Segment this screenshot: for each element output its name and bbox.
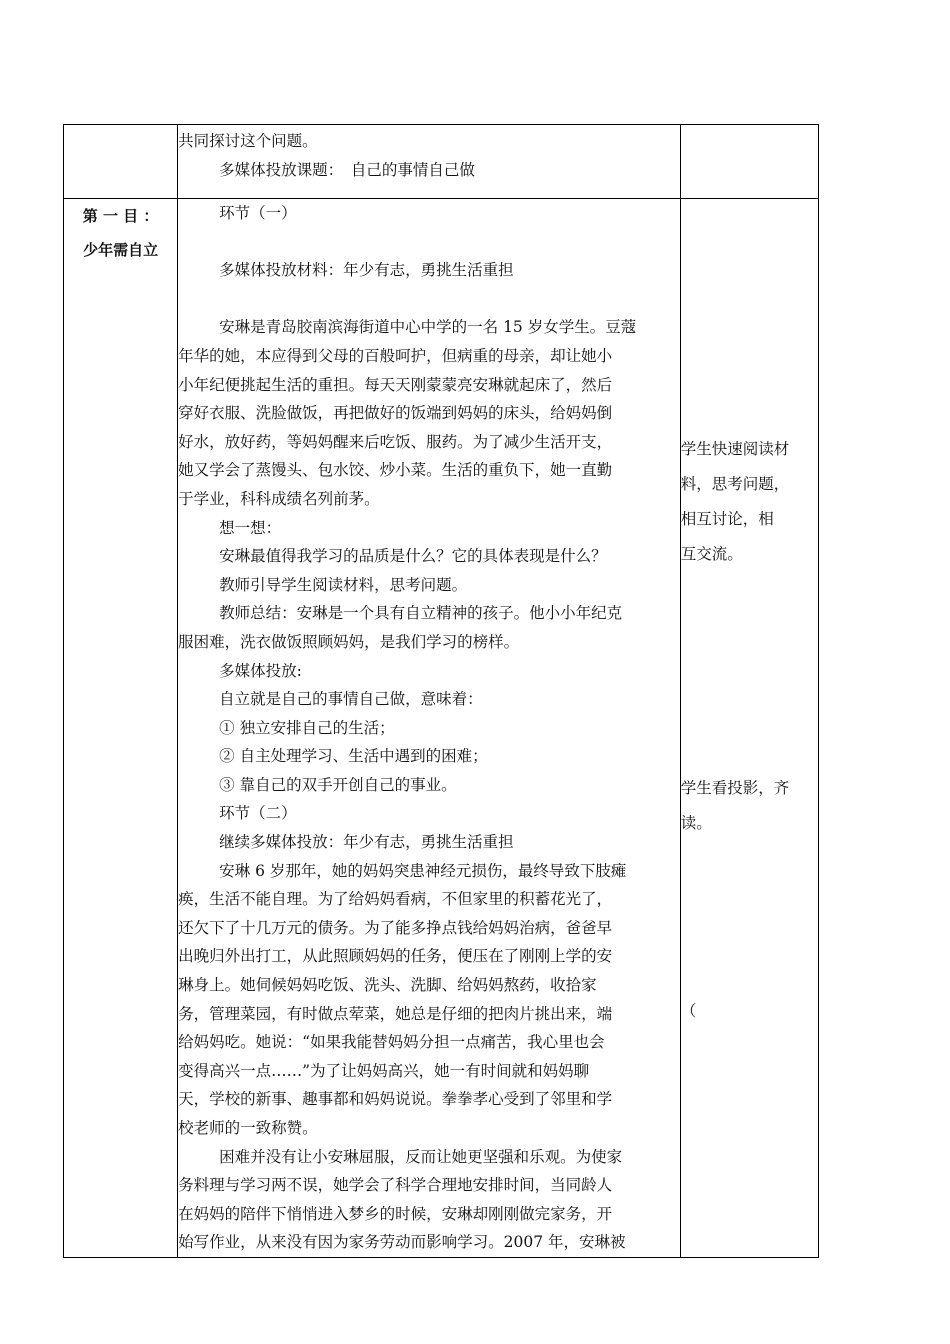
text-line: 始写作业，从来没有因为家务劳动而影响学习。2007 年，安琳被 [178,1233,626,1252]
text-line: 多媒体投放材料：年少有志，勇挑生活重担 [219,261,514,280]
content-cell-main [178,199,681,1258]
text-line: 痪，生活不能自理。为了给妈妈看病，不但家里的积蓄花光了， [178,890,613,909]
note-line: 互交流。 [680,545,743,563]
lesson-plan-table [63,124,819,1258]
text-line: 年华的她，本应得到父母的百般呵护，但病重的母亲，却让她小 [178,346,613,365]
table-row [64,125,819,199]
activity-cell [680,199,818,1258]
text-line: 安琳 6 岁那年，她的妈妈突患神经元损伤，最终导致下肢瘫 [219,861,627,880]
text-line: 教师总结：安琳是一个具有自立精神的孩子。他小小年纪克 [219,604,623,623]
text-line: 她又学会了蒸馒头、包水饺、炒小菜。生活的重负下，她一直勤 [178,461,613,480]
text-line: 好水，放好药，等妈妈醒来后吃饭、服药。为了减少生活开支， [178,432,613,451]
student-activity-note-1 [681,435,818,568]
blank-line [178,285,680,314]
text-line: 安琳最值得我学习的品质是什么？它的具体表现是什么？ [219,547,607,566]
text-line: 给妈妈吃。她说：“如果我能替妈妈分担一点痛苦，我心里也会 [178,1033,605,1052]
right-cell-empty [680,125,818,199]
text-line: 多媒体投放课题： 自己的事情自己做 [219,160,475,179]
text-line: 环节（二） [219,804,297,823]
text-line: 继续多媒体投放：年少有志，勇挑生活重担 [219,833,514,852]
text-line: 变得高兴一点……”为了让妈妈高兴，她一有时间就和妈妈聊 [178,1061,590,1080]
text-line: 琳身上。她伺候妈妈吃饭、洗头、洗脚、给妈妈熬药，收拾家 [178,976,597,995]
text-line: 穿好衣服、洗脸做饭，再把做好的饭端到妈妈的床头，给妈妈倒 [178,404,613,423]
note-line: 相互讨论，相 [680,510,774,528]
text-line: 出晚归外出打工，从此照顾妈妈的任务，便压在了刚刚上学的安 [178,947,613,966]
text-line: 困难并没有让小安琳屈服，反而让她更坚强和乐观。为使家 [219,1147,623,1166]
text-line: 自立就是自己的事情自己做，意味着： [219,690,483,709]
section-title: 第 一 目 ： [82,207,159,225]
text-line: 还欠下了十几万元的债务。为了能多挣点钱给妈妈治病，爸爸早 [178,918,613,937]
text-line: 服困难，洗衣做饭照顾妈妈，是我们学习的榜样。 [178,632,520,651]
note-line: 学生快速阅读材 [680,440,790,458]
note-line: 读。 [680,814,712,832]
student-activity-note-3: （ [680,1002,697,1020]
text-line: ① 独立安排自己的生活； [219,718,395,737]
text-line: 于学业，科科成绩名列前茅。 [178,489,380,508]
text-line: 天，学校的新事、趣事都和妈妈说说。拳拳孝心受到了邻里和学 [178,1090,613,1109]
left-cell-empty [64,125,178,199]
section-subtitle: 少年需自立 [83,241,159,259]
text-line: 想一想： [219,518,282,537]
text-line: 在妈妈的陪伴下悄悄进入梦乡的时候，安琳却刚刚做完家务，开 [178,1204,613,1223]
text-line: 多媒体投放: [219,661,302,680]
text-line: 小年纪便挑起生活的重担。每天天刚蒙蒙亮安琳就起床了，然后 [178,375,613,394]
note-line: 学生看投影，齐 [680,779,790,797]
text-line: 环节（一） [219,204,297,222]
note-line: 料，思考问题， [680,475,790,493]
text-line: 务料理与学习两不误，她学会了科学合理地安排时间，当同龄人 [178,1176,613,1195]
text-line: 校老师的一致称赞。 [178,1119,318,1137]
content-cell-top [178,125,681,199]
student-activity-note-2 [681,774,818,837]
blank-line [178,228,680,257]
text-line: ③ 靠自己的双手开创自己的事业。 [219,775,457,794]
text-line: 教师引导学生阅读材料，思考问题。 [219,575,468,594]
table-row [64,199,819,1258]
text-line: 务，管理菜园，有时做点荤菜，她总是仔细的把肉片挑出来，端 [178,1004,613,1023]
text-line: ② 自主处理学习、生活中遇到的困难； [219,747,488,766]
text-line: 安琳是青岛胶南滨海街道中心中学的一名 15 岁女学生。豆蔻 [219,318,637,337]
text-line: 共同探讨这个问题。 [178,132,318,150]
section-label-cell [64,199,178,1258]
